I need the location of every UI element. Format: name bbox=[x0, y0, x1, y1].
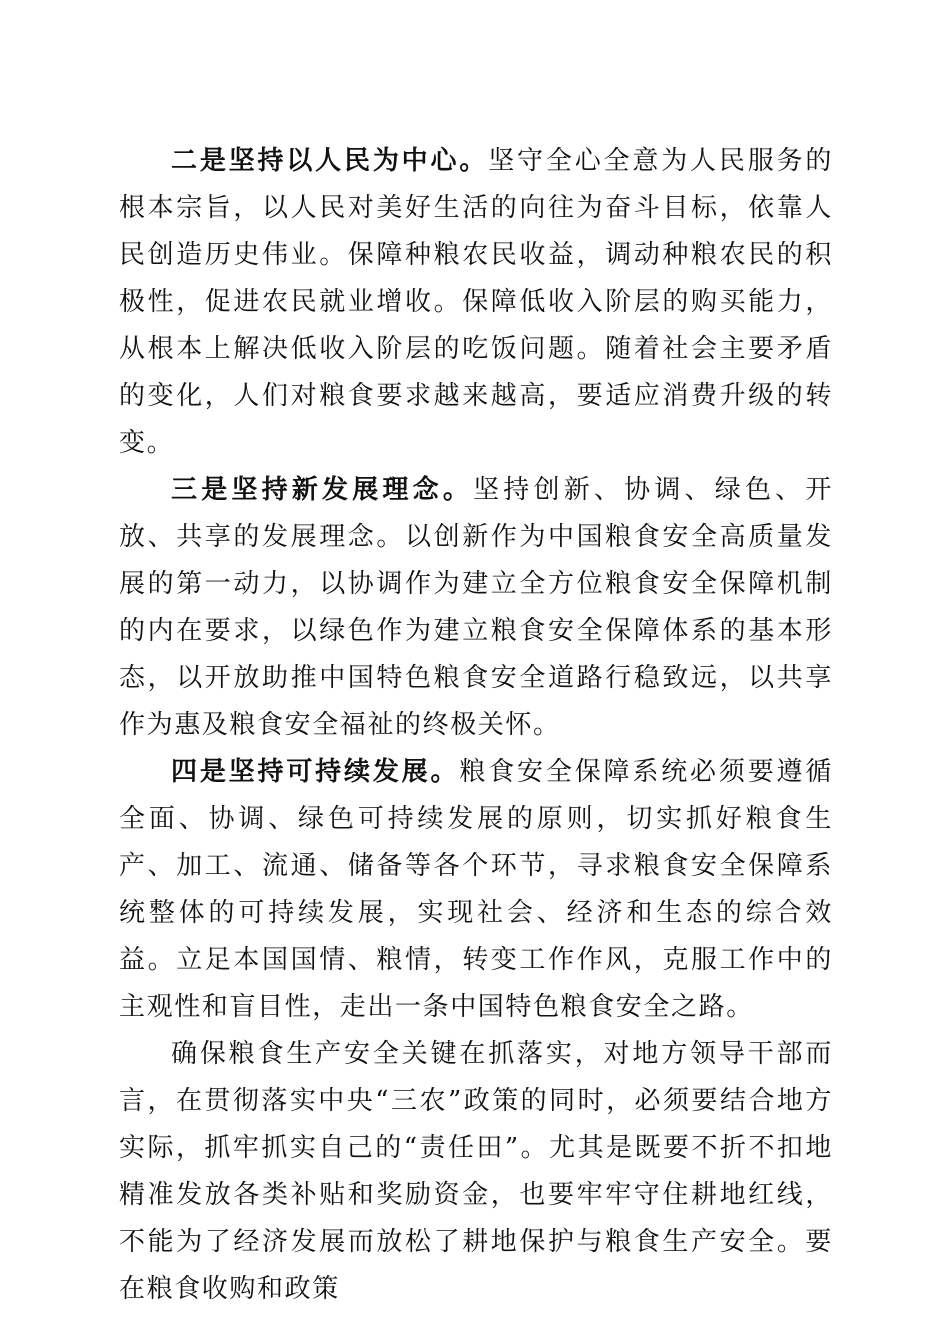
paragraph-new-development-concept bbox=[119, 467, 833, 749]
paragraph-people-centered bbox=[119, 138, 833, 467]
paragraph-text: 确保粮食生产安全关键在抓落实，对地方领导干部而言，在贯彻落实中央“三农”政策的同时，必须要结合地方实际，抓牢抓实自己的“责任田”。尤其是既要不折不扣地精准发放各类补贴和奖励资金，也要牢牢守住耕地红线，不能为了经济发展而放松了耕地保护与粮食生产安全。要在粮食收购和政策 bbox=[119, 1039, 833, 1304]
paragraph-heading: 二是坚持以人民为中心。 bbox=[171, 146, 489, 176]
paragraph-text: 坚持创新、协调、绿色、开放、共享的发展理念。以创新作为中国粮食安全高质量发展的第一动力，以协调作为建立全方位粮食安全保障机制的内在要求，以绿色作为建立粮食安全保障体系的基本形态，以开放助推中国特色粮食安全道路行稳致远，以共享作为惠及粮食安全福祉的终极关怀。 bbox=[119, 475, 833, 740]
document-body bbox=[119, 138, 833, 1313]
paragraph-implementation bbox=[119, 1031, 833, 1313]
paragraph-text: 坚守全心全意为人民服务的根本宗旨，以人民对美好生活的向往为奋斗目标，依靠人民创造历史伟业。保障种粮农民收益，调动种粮农民的积极性，促进农民就业增收。保障低收入阶层的购买能力，从根本上解决低收入阶层的吃饭问题。随着社会主要矛盾的变化，人们对粮食要求越来越高，要适应消费升级的转变。 bbox=[119, 146, 833, 458]
paragraph-heading: 三是坚持新发展理念。 bbox=[171, 475, 474, 505]
paragraph-heading: 四是坚持可持续发展。 bbox=[171, 757, 460, 787]
paragraph-sustainable-development bbox=[119, 749, 833, 1031]
paragraph-text: 粮食安全保障系统必须要遵循全面、协调、绿色可持续发展的原则，切实抓好粮食生产、加工、流通、储备等各个环节，寻求粮食安全保障系统整体的可持续发展，实现社会、经济和生态的综合效益。立足本国国情、粮情，转变工作作风，克服工作中的主观性和盲目性，走出一条中国特色粮食安全之路。 bbox=[119, 757, 833, 1022]
